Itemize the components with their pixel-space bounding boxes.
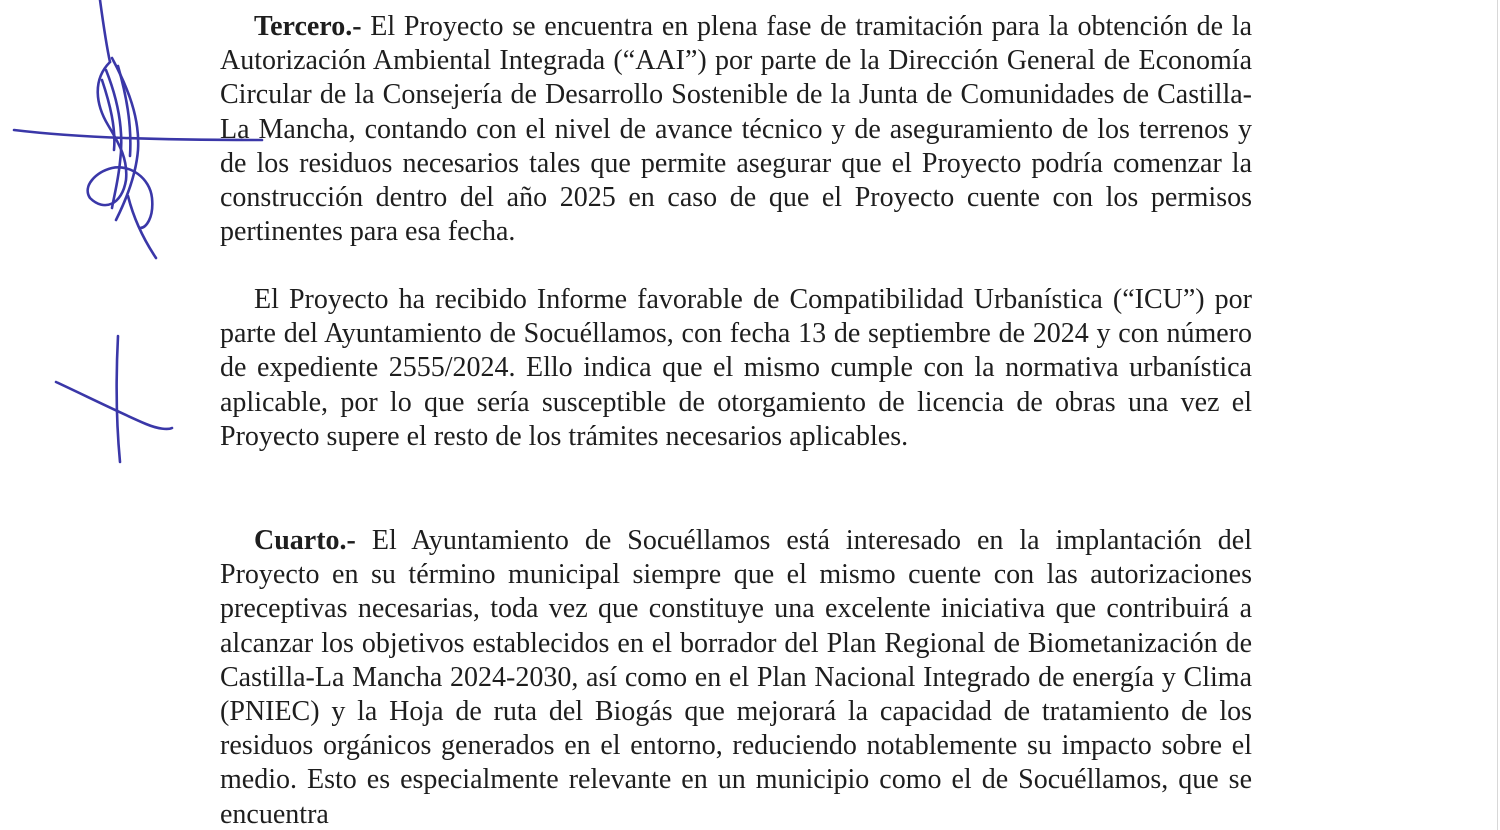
paragraph-text: El Proyecto se encuentra en plena fase de tramitación para la obtención de la Autorización Ambiental Integrada (“AAI”) por parte de la Dirección General de Economía Circular de la Consejería de Desarrollo Sostenible de la Junta de Comunidades de Castilla-La Mancha, contando con el nivel de avance técnico y de aseguramiento de los terrenos y de los residuos necesarios tales que permite asegurar que el Proyecto podría comenzar la construcción dentro del año 2025 en caso de que el Proyecto cuente con los permisos pertinentes para esa fecha. [220,11,1252,248]
paragraph-heading: Cuarto.- [254,525,356,556]
handwritten-initials [0,0,300,480]
paragraph-icu [220,283,1252,454]
paragraph-cuarto [220,524,1252,830]
paragraph-heading: Tercero.- [254,11,362,42]
paragraph-text: El Ayuntamiento de Socuéllamos está interesado en la implantación del Proyecto en su término municipal siempre que el mismo cuente con las autorizaciones preceptivas necesarias, toda vez que constituye una excelente iniciativa que contribuirá a alcanzar los objetivos establecidos en el borrador del Plan Regional de Biometanización de Castilla-La Mancha 2024-2030, así como en el Plan Nacional Integrado de energía y Clima (PNIEC) y la Hoja de ruta del Biogás que mejorará la capacidad de tratamiento de los residuos orgánicos generados en el entorno, reduciendo notablemente su impacto sobre el medio. Esto es especialmente relevante en un municipio como el de Socuéllamos, que se encuentra [220,525,1252,830]
signature-top [14,0,262,258]
paragraph-text: El Proyecto ha recibido Informe favorable de Compatibilidad Urbanística (“ICU”) por parte del Ayuntamiento de Socuéllamos, con fecha 13 de septiembre de 2024 y con número de expediente 2555/2024. Ello indica que el mismo cumple con la normativa urbanística aplicable, por lo que sería susceptible de otorgamiento de licencia de obras una vez el Proyecto supere el resto de los trámites necesarios aplicables. [220,284,1252,452]
paragraph-tercero [220,10,1252,249]
page-edge [1497,0,1498,830]
signature-bottom [56,336,172,462]
